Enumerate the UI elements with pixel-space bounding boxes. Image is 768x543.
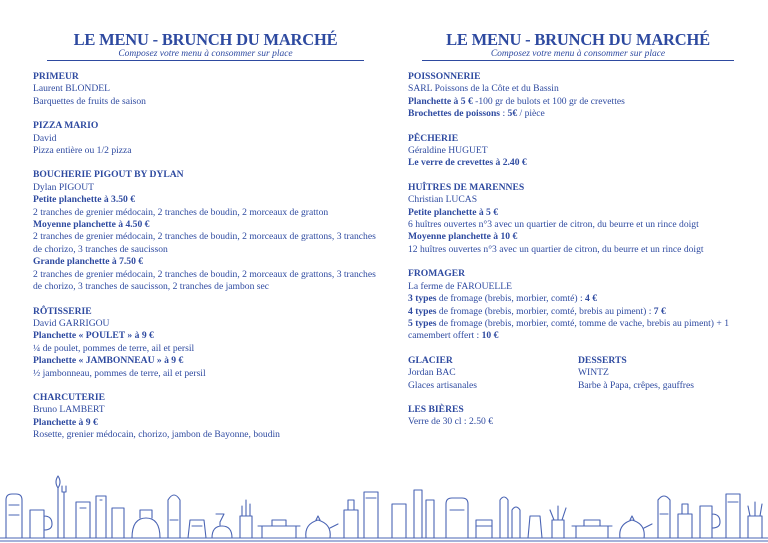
section-title: RÔTISSERIE bbox=[33, 305, 92, 317]
right-sections bbox=[408, 71, 748, 343]
page-title: LE MENU - BRUNCH DU MARCHÉ bbox=[446, 30, 710, 49]
price-label: Moyenne planchette à 10 € bbox=[408, 231, 518, 243]
item-text: 2 tranches de grenier médocain, 2 tranches de boudin, 2 morceaux de grattons, 3 tranches de chorizo, 3 tranches de saucisson bbox=[33, 231, 376, 255]
item-text: Bruno LAMBERT bbox=[33, 404, 105, 416]
menu-line bbox=[408, 157, 748, 169]
item-text: David bbox=[33, 132, 57, 144]
menu-line bbox=[578, 367, 748, 379]
section-poissonnerie bbox=[408, 71, 748, 121]
page-title: LE MENU - BRUNCH DU MARCHÉ bbox=[73, 30, 338, 49]
price-label: Planchette « JAMBONNEAU » à 9 € bbox=[33, 355, 184, 367]
section-title: PÊCHERIE bbox=[408, 132, 459, 144]
menu-line bbox=[33, 194, 378, 206]
item-text: La ferme de FAROUELLE bbox=[408, 280, 512, 292]
price-label: Petite planchette à 3.50 € bbox=[33, 194, 136, 206]
price-label: Le verre de crevettes à 2.40 € bbox=[408, 157, 527, 169]
section-glacier bbox=[408, 355, 578, 392]
menu-line bbox=[408, 416, 748, 428]
header-divider bbox=[47, 60, 364, 61]
menu-line bbox=[408, 219, 748, 231]
section-charcuterie bbox=[33, 392, 378, 442]
price-label: Planchette « POULET » à 9 € bbox=[33, 330, 154, 342]
menu-line bbox=[408, 380, 578, 392]
menu-line bbox=[33, 96, 378, 108]
menu-line bbox=[33, 330, 378, 342]
kitchenware-illustration bbox=[0, 470, 768, 543]
right-menu-column bbox=[408, 30, 748, 429]
section-title: PIZZA MARIO bbox=[33, 120, 99, 132]
price-label: Planchette à 9 € bbox=[33, 416, 98, 428]
section-pizza-mario bbox=[33, 120, 378, 157]
section-title: GLACIER bbox=[408, 354, 453, 366]
menu-line bbox=[33, 145, 378, 157]
item-text: de fromage (brebis, morbier, comté, brebis au piment) : bbox=[436, 305, 654, 317]
menu-line bbox=[578, 380, 748, 392]
menu-line bbox=[33, 343, 378, 355]
glacier-desserts-row bbox=[408, 355, 748, 392]
price-label: Brochettes de poissons bbox=[408, 108, 501, 120]
item-text: ¼ de poulet, pommes de terre, ail et persil bbox=[33, 342, 195, 354]
item-text: Pizza entière ou 1/2 pizza bbox=[33, 145, 132, 157]
section-boucherie-pigout-by-dylan bbox=[33, 169, 378, 293]
price-label: Moyenne planchette à 4.50 € bbox=[33, 219, 150, 231]
menu-line bbox=[408, 96, 748, 108]
price-label: 4 € bbox=[585, 293, 598, 305]
section-title: BOUCHERIE PIGOUT BY DYLAN bbox=[33, 169, 184, 181]
item-text: 2 tranches de grenier médocain, 2 tranches de boudin, 2 morceaux de grattons, 3 tranches de chorizo, 3 tranches de saucisson, 2 tranches de jambon sec bbox=[33, 268, 376, 293]
menu-line bbox=[408, 145, 748, 157]
item-text: WINTZ bbox=[578, 367, 609, 379]
menu-line bbox=[33, 429, 378, 441]
price-label: 7 € bbox=[653, 305, 666, 317]
section-title: FROMAGER bbox=[408, 268, 466, 280]
menu-line bbox=[33, 219, 378, 231]
menu-line bbox=[33, 182, 378, 194]
page-subtitle: Composez votre menu à consommer sur place bbox=[490, 49, 666, 59]
menu-line bbox=[33, 355, 378, 367]
menu-line bbox=[408, 293, 748, 305]
price-label: 3 types bbox=[408, 293, 437, 305]
section-title: HUÎTRES DE MARENNES bbox=[408, 181, 525, 193]
menu-line bbox=[33, 404, 378, 416]
page-subtitle: Composez votre menu à consommer sur place bbox=[118, 49, 293, 59]
left-sections bbox=[33, 71, 378, 442]
item-text: SARL Poissons de la Côte et du Bassin bbox=[408, 83, 559, 95]
section-title: POISSONNERIE bbox=[408, 71, 481, 82]
section-fromager bbox=[408, 268, 748, 342]
section-title: DESSERTS bbox=[578, 354, 627, 366]
left-menu-column bbox=[33, 30, 378, 442]
section-title: CHARCUTERIE bbox=[33, 391, 105, 403]
price-label: Petite planchette à 5 € bbox=[408, 206, 499, 218]
menu-line bbox=[408, 231, 748, 243]
section-huitres-de-marennes bbox=[408, 182, 748, 256]
item-text: de fromage (brebis, morbier, comté, tomme de vache, brebis au piment) + 1 camembert offert : bbox=[408, 317, 729, 342]
item-text: 2 tranches de grenier médocain, 2 tranches de boudin, 2 morceaux de gratton bbox=[33, 206, 329, 218]
section-bieres bbox=[408, 404, 748, 429]
item-text: ½ jambonneau, pommes de terre, ail et persil bbox=[33, 367, 206, 379]
menu-line bbox=[408, 306, 748, 318]
price-label: Planchette à 5 € bbox=[408, 95, 473, 107]
menu-line bbox=[33, 231, 378, 256]
menu-line bbox=[408, 194, 748, 206]
section-desserts bbox=[578, 355, 748, 392]
section-pecherie bbox=[408, 133, 748, 170]
price-label: 5 types bbox=[408, 317, 437, 329]
menu-line bbox=[33, 256, 378, 268]
item-text: Géraldine HUGUET bbox=[408, 145, 488, 157]
menu-line bbox=[33, 318, 378, 330]
header-divider bbox=[422, 60, 734, 61]
price-label: Grande planchette à 7.50 € bbox=[33, 256, 144, 268]
item-text: Christian LUCAS bbox=[408, 194, 478, 206]
item-text: Jordan BAC bbox=[408, 367, 456, 379]
price-label: 5€ bbox=[507, 108, 518, 120]
menu-line bbox=[408, 108, 748, 120]
item-text: : bbox=[500, 108, 508, 120]
menu-line bbox=[408, 367, 578, 379]
section-title: LES BIÈRES bbox=[408, 403, 464, 415]
menu-line bbox=[33, 207, 378, 219]
section-title: PRIMEUR bbox=[33, 71, 79, 82]
item-text: Glaces artisanales bbox=[408, 379, 477, 391]
price-label: 10 € bbox=[481, 330, 499, 342]
menu-line bbox=[408, 318, 748, 343]
item-text: Dylan PIGOUT bbox=[33, 181, 95, 193]
item-text: Rosette, grenier médocain, chorizo, jambon de Bayonne, boudin bbox=[33, 429, 280, 441]
price-label: 4 types bbox=[408, 305, 437, 317]
menu-line bbox=[408, 83, 748, 95]
item-text: / pièce bbox=[517, 108, 545, 120]
menu-line bbox=[408, 207, 748, 219]
right-header bbox=[408, 30, 748, 61]
menu-line bbox=[33, 269, 378, 294]
menu-line bbox=[408, 281, 748, 293]
item-text: de fromage (brebis, morbier, comté) : bbox=[436, 293, 586, 305]
item-text: Barquettes de fruits de saison bbox=[33, 95, 146, 107]
menu-line bbox=[33, 417, 378, 429]
menu-line bbox=[33, 368, 378, 380]
section-rotisserie bbox=[33, 306, 378, 380]
item-text: Laurent BLONDEL bbox=[33, 83, 110, 95]
menu-line bbox=[408, 244, 748, 256]
item-text: David GARRIGOU bbox=[33, 317, 110, 329]
menu-line bbox=[33, 83, 378, 95]
item-text: -100 gr de bulots et 100 gr de crevettes bbox=[472, 95, 625, 107]
item-text: 6 huîtres ouvertes n°3 avec un quartier de citron, du beurre et un rince doigt bbox=[408, 219, 699, 231]
left-header bbox=[33, 30, 378, 61]
item-text: 12 huîtres ouvertes n°3 avec un quartier de citron, du beurre et un rince doigt bbox=[408, 243, 704, 255]
item-text: Verre de 30 cl : 2.50 € bbox=[408, 416, 493, 428]
item-text: Barbe à Papa, crêpes, gauffres bbox=[578, 379, 694, 391]
section-primeur bbox=[33, 71, 378, 108]
menu-line bbox=[33, 133, 378, 145]
